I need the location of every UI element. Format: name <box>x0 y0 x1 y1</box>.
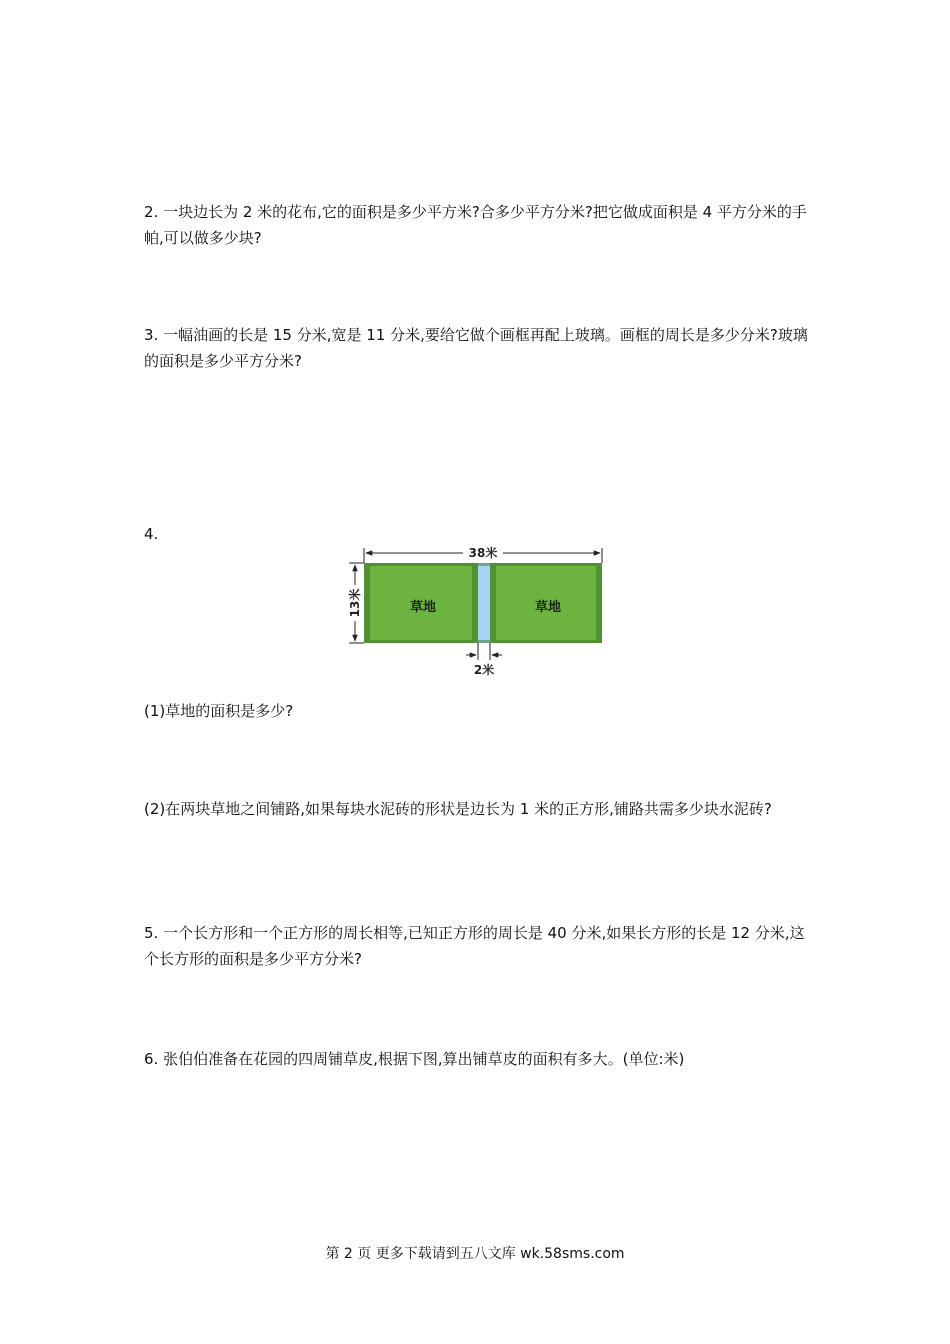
question-4-part-2: (2)在两块草地之间铺路,如果每块水泥砖的形状是边长为 1 米的正方形,铺路共需多少块水泥砖? <box>144 800 772 818</box>
grass-field-diagram <box>335 540 615 680</box>
question-4: 4. <box>144 525 159 543</box>
page-footer: 第 2 页 更多下载请到五八文库 wk.58sms.com <box>325 1246 625 1262</box>
question-4-part-1: (1)草地的面积是多少? <box>144 702 294 720</box>
question-6: 6. 张伯伯准备在花园的四周铺草皮,根据下图,算出铺草皮的面积有多大。(单位:米) <box>144 1050 685 1068</box>
path-width-label: 2米 <box>473 663 495 677</box>
right-field-label: 草地 <box>534 600 562 615</box>
total-length-label: 38米 <box>468 546 498 560</box>
question-2: 2. 一块边长为 2 米的花布,它的面积是多少平方米?合多少平方分米?把它做成面积是 4 平方分米的手帕,可以做多少块? <box>144 203 807 247</box>
question-5: 5. 一个长方形和一个正方形的周长相等,已知正方形的周长是 40 分米,如果长方形的长是 12 分米,这个长方形的面积是多少平方分米? <box>144 924 805 968</box>
width-label: 13米 <box>348 588 362 618</box>
left-field-label: 草地 <box>409 600 437 615</box>
path-strip <box>478 563 490 643</box>
question-3: 3. 一幅油画的长是 15 分米,宽是 11 分米,要给它做个画框再配上玻璃。画框的周长是多少分米?玻璃的面积是多少平方分米? <box>144 326 808 370</box>
